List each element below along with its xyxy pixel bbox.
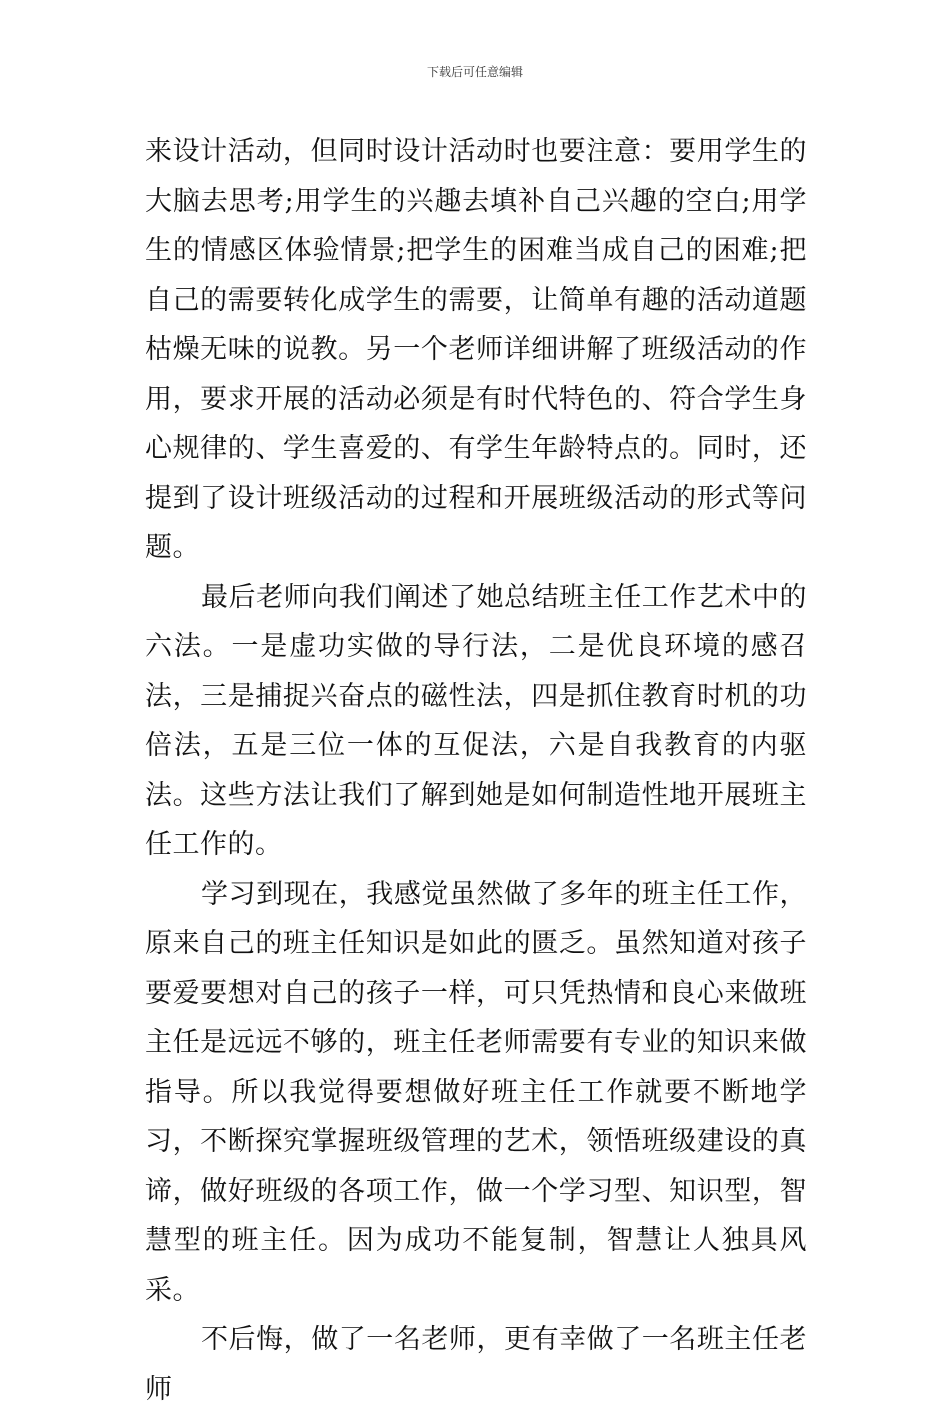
page-header: 下载后可任意编辑 [426, 65, 523, 79]
paragraph-six-methods: 最后老师向我们阐述了她总结班主任工作艺术中的六法。一是虚功实做的导行法，二是优良环境的感召法，三是捕捉兴奋点的磁性法，四是抓住教育时机的功倍法，五是三位一体的互促法，六是自我教育的内驱法。这些方法让我们了解到她是如何制造性地开展班主任工作的。 [145, 581, 807, 860]
paragraph-continued: 来设计活动，但同时设计活动时也要注意：要用学生的大脑去思考;用学生的兴趣去填补自己兴趣的空白;用学生的情感区体验情景;把学生的困难当成自己的困难;把自己的需要转化成学生的需要，让简单有趣的活动道题枯燥无味的说教。另一个老师详细讲解了班级活动的作用，要求开展的活动必须是有时代特色的、符合学生身心规律的、学生喜爱的、有学生年龄特点的。同时，还提到了设计班级活动的过程和开展班级活动的形式等问题。 [145, 136, 807, 563]
paragraph-reflection: 学习到现在，我感觉虽然做了多年的班主任工作，原来自己的班主任知识是如此的匮乏。虽然知道对孩子要爱要想对自己的孩子一样，可只凭热情和良心来做班主任是远远不够的，班主任老师需要有专业的知识来做指导。所以我觉得要想做好班主任工作就要不断地学习，不断探究掌握班级管理的艺术，领悟班级建设的真谛，做好班级的各项工作，做一个学习型、知识型，智慧型的班主任。因为成功不能复制，智慧让人独具风采。 [145, 878, 807, 1306]
paragraph-closing: 不后悔，做了一名老师，更有幸做了一名班主任老师 [145, 1324, 807, 1405]
document-body [145, 127, 807, 1414]
